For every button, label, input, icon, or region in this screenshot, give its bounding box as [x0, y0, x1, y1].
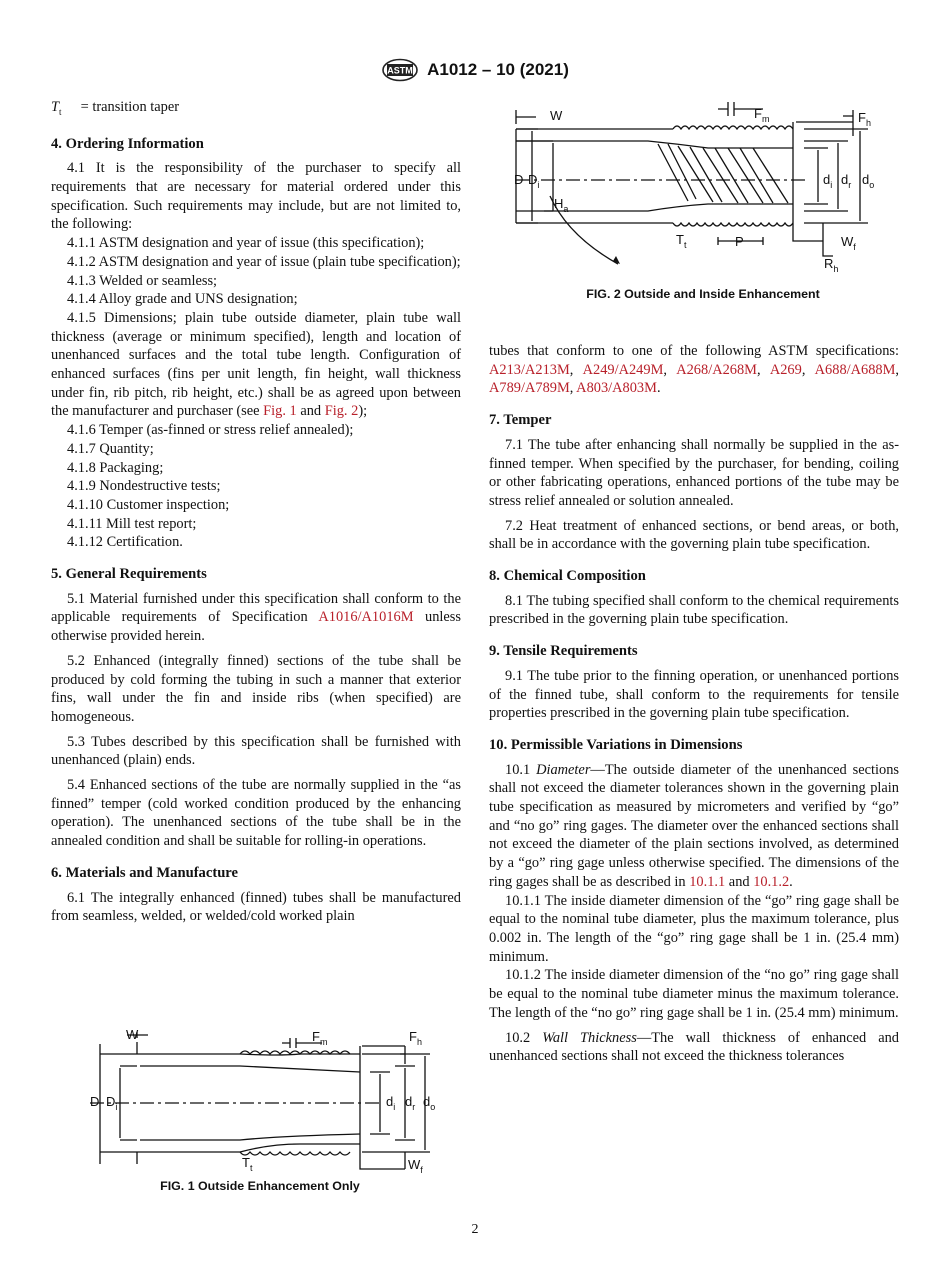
item-4-1-5: 4.1.5 Dimensions; plain tube outside diameter, plain tube wall thickness (average or minimum specified), length and location of unenhanced surfaces and the total tube length. Configuration of enhanced surfaces (fins per unit length, fin height, wall thickness under fin, rib pitch, rib height, etc.) shall be as agreed upon between the manufacturer and purchaser (see Fig. 1 and Fig. 2); — [51, 309, 461, 420]
svg-text:Di: $D_i$ — [528, 172, 540, 190]
item-4-1-1: 4.1.1 ASTM designation and year of issue (this specification); — [67, 235, 425, 252]
svg-text:Fm: $F_m$ — [754, 106, 770, 124]
item-4-1-4: 4.1.4 Alloy grade and UNS designation; — [67, 291, 298, 308]
a268-link[interactable]: A268/A268M — [676, 361, 757, 378]
ref-10-1-2-link[interactable]: 10.1.2 — [753, 873, 790, 890]
section-5-title: 5. General Requirements — [51, 566, 207, 583]
svg-text:Wf: $W_f$ — [408, 1157, 423, 1174]
para-10-1: 10.1 Diameter—The outside diameter of the unenhanced sections shall not exceed the diameter tolerances shown in the governing plain tube specification as measured by micrometers and verified by “go” and “no go” ring gages. The diameter over the enhanced sections shall not exceed the diameter of the plain sections involved, as determined by a “go” ring gage unless otherwise specified. The dimensions of the ring gages shall be as described in 10.1.1 and 10.1.2. — [489, 761, 899, 890]
para-10-1-1: 10.1.1 The inside diameter dimension of the “go” ring gage shall be equal to the nominal tube diameter, plus the maximum tolerance, plus 0.002 in. The length of the “go” ring gage shall be 1 in. (25.4 mm) minimum. — [489, 892, 899, 965]
item-4-1-6: 4.1.6 Temper (as-finned or stress relief annealed); — [67, 422, 354, 439]
section-4-title: 4. Ordering Information — [51, 135, 204, 152]
para-7-1: 7.1 The tube after enhancing shall normally be supplied in the as-finned temper. When specified by the purchaser, for bending, coiling or other fabricating operations, enhanced portions of the tube may be stress relief annealed or solution annealed. — [489, 436, 899, 509]
section-7-title: 7. Temper — [489, 412, 552, 429]
svg-text:dr: $d_r$ — [841, 172, 852, 190]
svg-text:Fm: $F_m$ — [312, 1029, 328, 1047]
para-8-1: 8.1 The tubing specified shall conform to the chemical requirements prescribed in the governing plain tube specification. — [489, 592, 899, 628]
para-7-2: 7.2 Heat treatment of enhanced sections, or bend areas, or both, shall be in accordance with the governing plain tube specification. — [489, 517, 899, 553]
item-4-1-3: 4.1.3 Welded or seamless; — [67, 272, 218, 289]
svg-text:do: $d_o$ — [423, 1094, 436, 1112]
svg-text:do: $d_o$ — [862, 172, 875, 190]
svg-text:Fh: $F_h$ — [409, 1029, 422, 1047]
section-10-title: 10. Permissible Variations in Dimensions — [489, 736, 743, 753]
svg-text:di: $d_i$ — [386, 1094, 396, 1112]
item-4-1-2: 4.1.2 ASTM designation and year of issue (plain tube specification); — [67, 253, 461, 270]
para-6-1: 6.1 The integrally enhanced (finned) tubes shall be manufactured from seamless, welded, or welded/cold worked plain — [51, 889, 461, 925]
left-column — [51, 98, 461, 926]
a249-link[interactable]: A249/A249M — [582, 361, 664, 378]
svg-text:Ha: $H_a$ — [554, 196, 569, 214]
document-designation: A1012 – 10 (2021) — [427, 60, 569, 79]
fig1-link[interactable]: Fig. 1 — [263, 403, 297, 420]
para-5-1: 5.1 Material furnished under this specification shall conform to the applicable requirements of Specification A1016/A1016M unless otherwise provided herein. — [51, 590, 461, 645]
item-4-1-8: 4.1.8 Packaging; — [67, 459, 164, 476]
svg-text:Tt: $T_t$ — [242, 1155, 253, 1173]
fig2-caption: FIG. 2 Outside and Inside Enhancement — [586, 287, 820, 301]
svg-text:di: $d_i$ — [823, 172, 833, 190]
svg-text:Di: $D_i$ — [106, 1094, 118, 1112]
section-9-title: 9. Tensile Requirements — [489, 643, 638, 660]
page-number: 2 — [471, 1222, 479, 1237]
svg-text:W: W — [126, 1027, 139, 1042]
para-5-2: 5.2 Enhanced (integrally finned) sections of the tube shall be produced by cold forming the tubing in such a manner that exterior fins, wall under the fin and inside ribs (when specified) are homogeneous. — [51, 652, 461, 725]
svg-text:D: D — [514, 172, 524, 187]
item-4-1-10: 4.1.10 Customer inspection; — [67, 496, 230, 513]
item-4-1-7: 4.1.7 Quantity; — [67, 440, 154, 457]
a213-link[interactable]: A213/A213M — [489, 361, 570, 378]
para-5-3: 5.3 Tubes described by this specification shall be furnished with unenhanced (plain) ends. — [51, 733, 461, 769]
right-column — [489, 342, 899, 1066]
fig1-caption: FIG. 1 Outside Enhancement Only — [160, 1179, 360, 1193]
item-4-1-11: 4.1.11 Mill test report; — [67, 515, 197, 532]
svg-text:Wf: $W_f$ — [841, 234, 856, 252]
item-4-1-12: 4.1.12 Certification. — [67, 534, 183, 551]
svg-text:D: D — [90, 1094, 100, 1109]
para-6-1-continued: tubes that conform to one of the following ASTM specifications: A213/A213M, A249/A249M, A268/A268M, A269, A688/A688M, A789/A789M, A803/A803M. — [489, 343, 900, 397]
a789-link[interactable]: A789/A789M — [489, 380, 570, 397]
figure-2 — [508, 96, 908, 301]
section-8-title: 8. Chemical Composition — [489, 568, 646, 585]
a1016-link[interactable]: A1016/A1016M — [318, 609, 414, 626]
ref-10-1-1-link[interactable]: 10.1.1 — [689, 873, 726, 890]
svg-text:Fh: $F_h$ — [858, 110, 871, 128]
fig2-link[interactable]: Fig. 2 — [324, 403, 359, 420]
svg-text:dr: $d_r$ — [405, 1094, 416, 1112]
definition-tt: $T_t$ = transition taper — [51, 99, 180, 117]
svg-text:P: P — [735, 234, 744, 249]
para-4-1: 4.1 It is the responsibility of the purchaser to specify all requirements that are necessary for material ordered under this specification. Such requirements may include, but are not limited to, the following: — [51, 160, 461, 233]
para-5-4: 5.4 Enhanced sections of the tube are normally supplied in the “as finned” temper (cold worked condition produced by the enhancing operation). The unenhanced sections of the tube shall be in the annealed condition and shall be suitable for rolling-in operations. — [51, 777, 461, 850]
astm-logo-icon — [381, 58, 419, 82]
a803-link[interactable]: A803/A803M — [576, 380, 657, 397]
fig2-diagram — [508, 96, 888, 276]
svg-text:ASTM: ASTM — [387, 65, 413, 76]
svg-text:Rh: $R_h$ — [824, 256, 839, 274]
section-6-title: 6. Materials and Manufacture — [51, 864, 238, 881]
para-10-2: 10.2 Wall Thickness—The wall thickness of enhanced and unenhanced sections shall not exceed the thickness tolerances — [489, 1029, 900, 1065]
para-10-1-2: 10.1.2 The inside diameter dimension of the “no go” ring gage shall be equal to the nominal tube diameter minus the maximum tolerance. The length of the “no go” ring gage shall be 1 in. (25.4 mm) minimum. — [489, 967, 899, 1021]
a688-link[interactable]: A688/A688M — [814, 361, 896, 378]
item-4-1-9: 4.1.9 Nondestructive tests; — [67, 478, 221, 495]
figure-1 — [60, 1024, 460, 1193]
svg-text:Tt: $T_t$ — [676, 232, 687, 250]
page-header — [0, 58, 950, 82]
fig1-diagram — [60, 1024, 460, 1174]
para-9-1: 9.1 The tube prior to the finning operation, or unenhanced portions of the finned tube, shall conform to the requirements for tensile properties prescribed in the governing plain tube specification. — [489, 667, 899, 722]
a269-link[interactable]: A269 — [769, 361, 802, 378]
svg-text:W: W — [550, 108, 563, 123]
